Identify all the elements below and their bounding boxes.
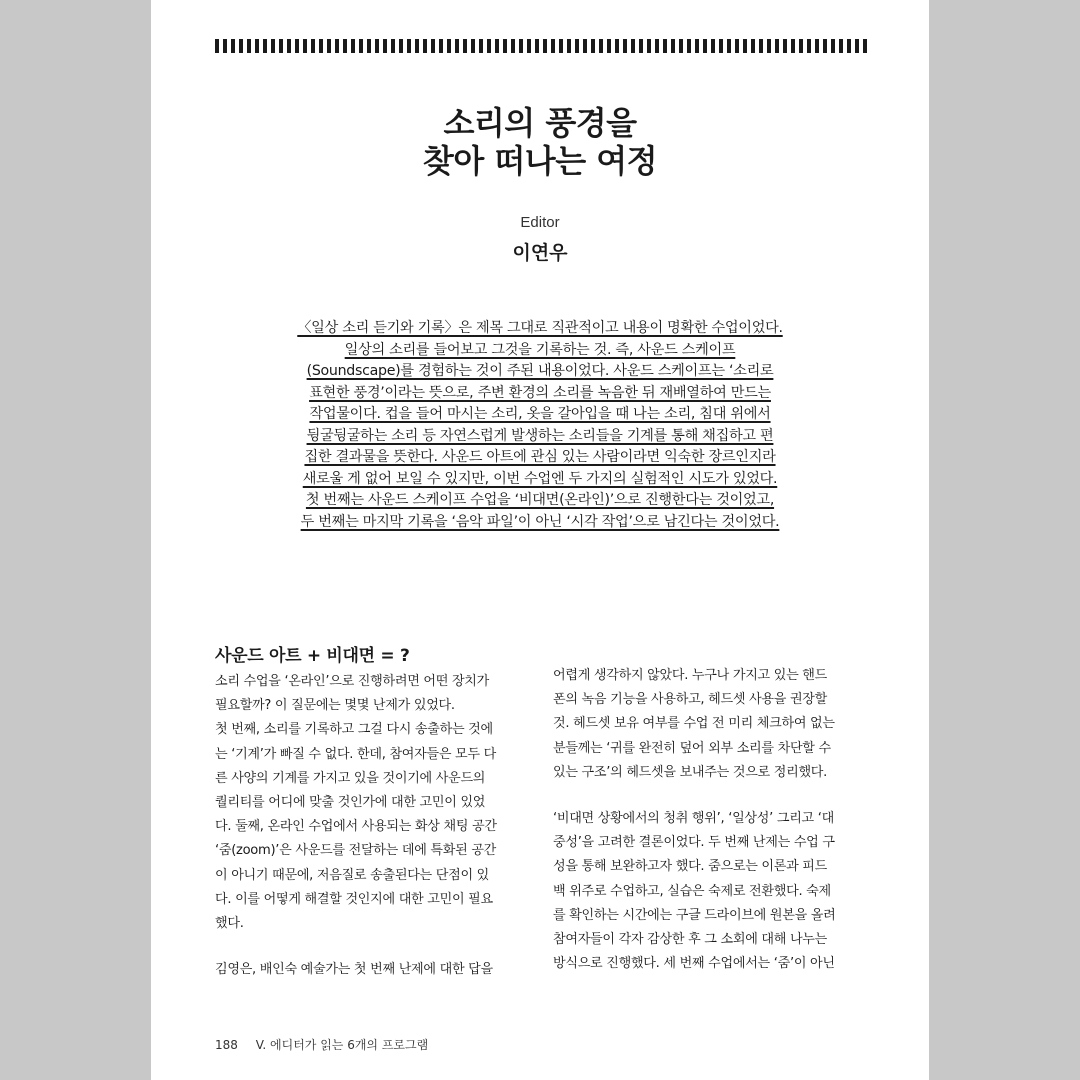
- document-page: [151, 0, 929, 1080]
- right-column: [553, 664, 865, 976]
- intro-line: (Soundscape)를 경험하는 것이 주된 내용이었다. 사운드 스케이프는 ‘소리로: [306, 363, 774, 379]
- text-line: 분들께는 ‘귀를 완전히 덮어 외부 소리를 차단할 수: [553, 740, 831, 756]
- body-paragraph: [215, 718, 527, 936]
- text-line: 김영은, 배인숙 예술가는 첫 번째 난제에 대한 답을: [215, 962, 493, 978]
- text-line: 했다.: [215, 916, 244, 932]
- paragraph-gap: [215, 936, 527, 958]
- text-line: 성을 통해 보완하고자 했다. 줌으로는 이론과 피드: [553, 859, 828, 875]
- text-line: 방식으로 진행했다. 세 번째 수업에서는 ‘줌’이 아닌: [553, 956, 835, 972]
- footer-section-title: V. 에디터가 읽는 6개의 프로그램: [255, 1038, 429, 1052]
- body-paragraph: [215, 670, 527, 718]
- title-line: 찾아 떠나는 여정: [422, 142, 658, 180]
- text-line: 어렵게 생각하지 않았다. 누구나 가지고 있는 핸드: [553, 668, 828, 683]
- text-line: 이 아니기 때문에, 저음질로 송출된다는 단점이 있: [215, 867, 490, 883]
- text-line: 소리 수업을 ‘온라인’으로 진행하려면 어떤 장치가: [215, 674, 490, 689]
- intro-line: 두 번째는 마지막 기록을 ‘음악 파일’이 아닌 ‘시각 작업’으로 남긴다는 것이었다.: [300, 513, 780, 530]
- text-line: ‘줌(zoom)’은 사운드를 전달하는 데에 특화된 공간: [215, 843, 497, 859]
- text-line: 는 ‘기계’가 빠질 수 없다. 한데, 참여자들은 모두 다: [215, 746, 496, 762]
- text-line: 폰의 녹음 기능을 사용하고, 헤드셋 사용을 권장할: [553, 692, 828, 708]
- editor-label: Editor: [520, 214, 560, 231]
- intro-paragraph: [269, 318, 811, 533]
- intro-line: 뒹굴뒹굴하는 소리 등 자연스럽게 발생하는 소리들을 기계를 통해 채집하고 편: [306, 427, 774, 444]
- text-line: 다. 둘째, 온라인 수업에서 사용되는 화상 채팅 공간: [215, 819, 497, 835]
- text-line: 있는 구조’의 헤드셋을 보내주는 것으로 정리했다.: [553, 764, 828, 780]
- text-line: 다. 이를 어떻게 해결할 것인지에 대한 고민이 필요: [215, 891, 493, 907]
- body-paragraph: [553, 807, 865, 976]
- text-line: 것. 헤드셋 보유 여부를 수업 전 미리 체크하여 없는: [553, 716, 835, 732]
- left-column: [215, 644, 527, 982]
- text-line: 첫 번째, 소리를 기록하고 그걸 다시 송출하는 것에: [215, 722, 493, 738]
- text-line: 중성’을 고려한 결론이었다. 두 번째 난제는 수업 구: [553, 835, 835, 851]
- page-footer: [215, 1036, 428, 1053]
- intro-line: 표현한 풍경’이라는 뜻으로, 주변 환경의 소리를 녹음한 뒤 재배열하여 만드는: [309, 384, 771, 401]
- section-heading: 사운드 아트 + 비대면 = ?: [215, 646, 410, 666]
- text-line: 백 위주로 수업하고, 실습은 숙제로 전환했다. 숙제: [553, 883, 831, 899]
- text-line: 필요할까? 이 질문에는 몇몇 난제가 있었다.: [215, 698, 455, 714]
- article-title: [151, 104, 929, 180]
- page-number: 188: [215, 1038, 238, 1052]
- title-line: 소리의 풍경을: [443, 104, 637, 142]
- body-paragraph: [215, 958, 527, 982]
- text-line: 른 사양의 기계를 가지고 있을 것이기에 사운드의: [215, 770, 486, 786]
- intro-line: 〈일상 소리 듣기와 기록〉은 제목 그대로 직관적이고 내용이 명확한 수업이었다.: [297, 320, 783, 336]
- decorative-stripe-bar: [215, 39, 867, 53]
- intro-line: 일상의 소리를 들어보고 그것을 기록하는 것. 즉, 사운드 스케이프: [344, 341, 736, 358]
- body-paragraph: [553, 664, 865, 785]
- text-line: 를 확인하는 시간에는 구글 드라이브에 원본을 올려: [553, 907, 836, 923]
- text-line: 참여자들이 각자 감상한 후 그 소회에 대해 나누는: [553, 932, 828, 948]
- intro-line: 작업물이다. 컵을 들어 마시는 소리, 옷을 갈아입을 때 나는 소리, 침대 위에서: [309, 406, 771, 422]
- intro-line: 새로울 게 없어 보일 수 있지만, 이번 수업엔 두 가지의 실험적인 시도가 있었다.: [302, 470, 778, 487]
- text-line: ‘비대면 상황에서의 청취 행위’, ‘일상성’ 그리고 ‘대: [553, 811, 834, 827]
- paragraph-gap: [553, 785, 865, 807]
- editor-name: 이연우: [512, 242, 568, 264]
- intro-line: 첫 번째는 사운드 스케이프 수업을 ‘비대면(온라인)’으로 진행한다는 것이었고,: [305, 492, 775, 508]
- text-line: 퀄리티를 어디에 맞출 것인가에 대한 고민이 있었: [215, 795, 486, 811]
- intro-line: 집한 결과물을 뜻한다. 사운드 아트에 관심 있는 사람이라면 익숙한 장르인지라: [304, 449, 776, 465]
